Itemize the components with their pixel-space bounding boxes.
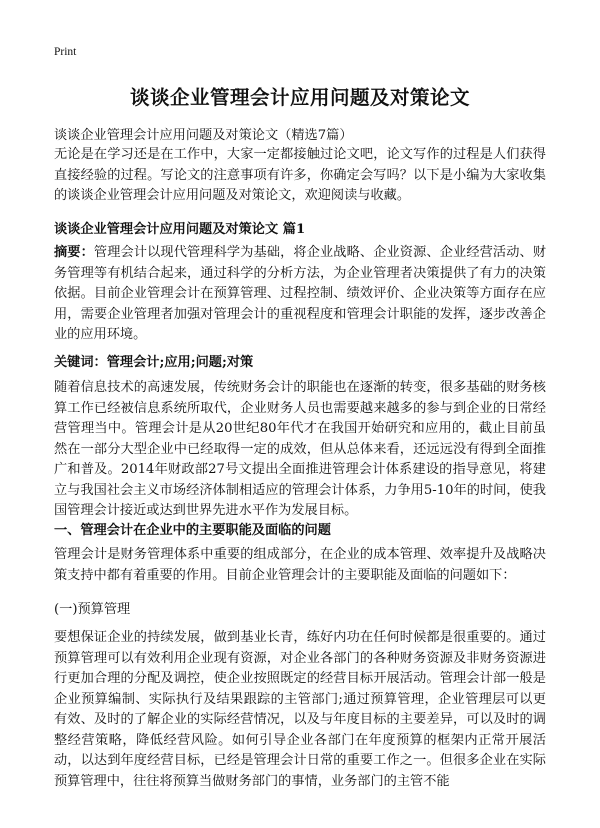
abstract-label: 摘要： — [54, 245, 94, 260]
budget-paragraph: 要想保证企业的持续发展，做到基业长青，练好内功在任何时候都是很重要的。通过预算管理可以有效利用企业现有资源，对企业各部门的各种财务资源及非财务资源进行更加合理的分配及调控，使企业按照既定的经营目标开展活动。管理会计部一般是企业预算编制、实际执行及结果跟踪的主管部门;通过预算管理，企业管理层可以更有效、及时的了解企业的实际经营情况，以及与年度目标的主要差异，可以及时的调整经营策略，降低经营风险。如何引导企业各部门在年度预算的框架内正常开展活动，以达到年度经营目标，已经是管理会计日常的重要工作之一。但很多企业在实际预算管理中，往往将预算当做财务部门的事情，业务部门的主管不能 — [54, 630, 546, 789]
section1-heading: 一、管理会计在企业中的主要职能及面临的问题 — [54, 523, 331, 538]
page-title: 谈谈企业管理会计应用问题及对策论文 — [129, 86, 470, 109]
abstract-text: 管理会计以现代管理科学为基础，将企业战略、企业资源、企业经营活动、财务管理等有机结合起来，通过科学的分析方法，为企业管理者决策提供了有力的决策依据。目前企业管理会计在预算管理、过程控制、绩效评价、企业决策等方面存在应用，需要企业管理者加强对管理会计的重视程度和管理会计职能的发挥，逐步改善企业的应用环境。 — [54, 245, 547, 342]
article-heading: 谈谈企业管理会计应用问题及对策论文 篇1 — [54, 222, 306, 237]
intro-paragraph: 无论是在学习还是在工作中，大家一定都接触过论文吧，论文写作的过程是人们获得直接经验的过程。写论文的注意事项有许多，你确定会写吗？以下是小编为大家收集的谈谈企业管理会计应用问题及对策论文，欢迎阅读与收藏。 — [54, 147, 546, 203]
section1-paragraph: 管理会计是财务管理体系中重要的组成部分，在企业的成本管理、效率提升及战略决策支持中都有着重要的作用。目前企业管理会计的主要职能及面临的问题如下： — [54, 547, 546, 583]
keywords: 关键词：管理会计;应用;问题;对策 — [54, 355, 254, 370]
background-paragraph: 随着信息技术的高速发展，传统财务会计的职能也在逐渐的转变，很多基础的财务核算工作已经被信息系统所取代，企业财务人员也需要越来越多的参与到企业的日常经营管理当中。管理会计是从20世纪80年代才在我国开始研究和应用的，截止目前虽然在一部分大型企业中已经取得一定的成效，但从总体来看，还远远没有得到全面推广和普及。2014年财政部27号文提出全面推进管理会计体系建设的指导意见，将建立与我国社会主义市场经济体制相适应的管理会计体系，力争用5-10年的时间，使我国管理会计接近或达到世界先进水平作为发展目标。 — [54, 380, 546, 518]
subtitle: 谈谈企业管理会计应用问题及对策论文（精选7篇） — [54, 128, 353, 143]
subsection-budget-heading: (一)预算管理 — [54, 602, 131, 617]
abstract-paragraph — [54, 243, 546, 346]
print-label[interactable]: Print — [54, 46, 77, 58]
